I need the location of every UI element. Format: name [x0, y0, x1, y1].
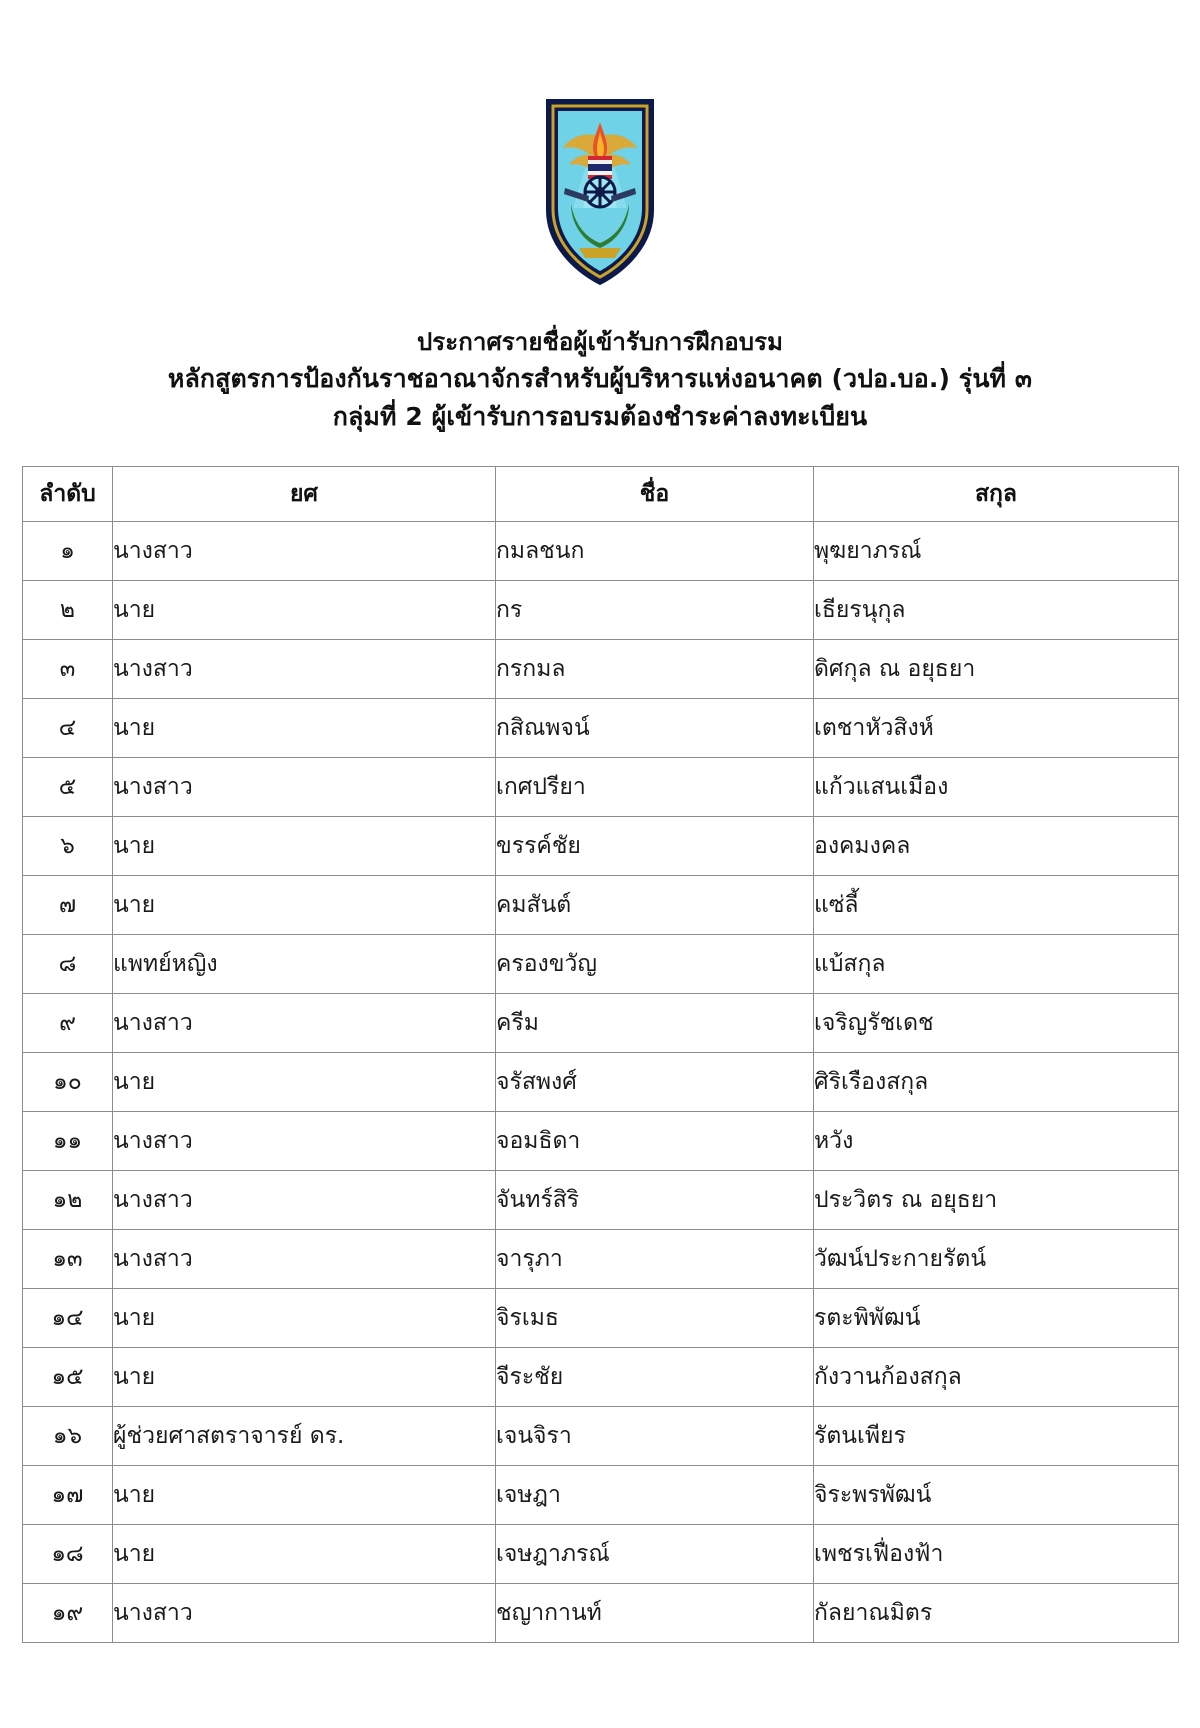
cell-no: ๑๕ — [23, 1348, 113, 1407]
cell-first: กสิณพจน์ — [496, 699, 814, 758]
cell-rank: นาย — [113, 817, 496, 876]
cell-first: ครีม — [496, 994, 814, 1053]
cell-last: กังวานก้องสกุล — [814, 1348, 1179, 1407]
cell-no: ๑๖ — [23, 1407, 113, 1466]
cell-first: กมลชนก — [496, 522, 814, 581]
column-header-first: ชื่อ — [496, 467, 814, 522]
cell-no: ๑๗ — [23, 1466, 113, 1525]
cell-rank: นางสาว — [113, 640, 496, 699]
cell-first: จันทร์สิริ — [496, 1171, 814, 1230]
table-row — [23, 1525, 1179, 1584]
cell-last: หวัง — [814, 1112, 1179, 1171]
cell-no: ๑ — [23, 522, 113, 581]
cell-last: แซ่ลี้ — [814, 876, 1179, 935]
cell-no: ๑๒ — [23, 1171, 113, 1230]
cell-last: องคมงคล — [814, 817, 1179, 876]
cell-no: ๖ — [23, 817, 113, 876]
cell-last: แก้วแสนเมือง — [814, 758, 1179, 817]
cell-last: ดิศกุล ณ อยุธยา — [814, 640, 1179, 699]
table-row — [23, 522, 1179, 581]
cell-last: รัตนเพียร — [814, 1407, 1179, 1466]
cell-rank: นาย — [113, 1053, 496, 1112]
cell-last: รตะพิพัฒน์ — [814, 1289, 1179, 1348]
cell-first: ชญากานท์ — [496, 1584, 814, 1643]
cell-no: ๔ — [23, 699, 113, 758]
title-line-2: หลักสูตรการป้องกันราชอาณาจักรสำหรับผู้บริหารแห่งอนาคต (วปอ.บอ.) รุ่นที่ ๓ — [167, 364, 1033, 394]
cell-last: เตชาหัวสิงห์ — [814, 699, 1179, 758]
cell-no: ๑๔ — [23, 1289, 113, 1348]
table-row — [23, 1289, 1179, 1348]
cell-no: ๓ — [23, 640, 113, 699]
table-row — [23, 581, 1179, 640]
table-row — [23, 817, 1179, 876]
title-line-3: กลุ่มที่ 2 ผู้เข้ารับการอบรมต้องชำระค่าลงทะเบียน — [332, 402, 868, 432]
cell-rank: นางสาว — [113, 522, 496, 581]
cell-rank: นาย — [113, 699, 496, 758]
table-row — [23, 1348, 1179, 1407]
cell-no: ๑๙ — [23, 1584, 113, 1643]
cell-first: จอมธิดา — [496, 1112, 814, 1171]
cell-no: ๑๑ — [23, 1112, 113, 1171]
cell-first: ขรรค์ชัย — [496, 817, 814, 876]
cell-rank: นางสาว — [113, 1584, 496, 1643]
cell-no: ๕ — [23, 758, 113, 817]
cell-no: ๒ — [23, 581, 113, 640]
cell-no: ๗ — [23, 876, 113, 935]
cell-first: กรกมล — [496, 640, 814, 699]
cell-rank: นาย — [113, 1348, 496, 1407]
cell-no: ๑๘ — [23, 1525, 113, 1584]
cell-first: กร — [496, 581, 814, 640]
cell-last: ประวิตร ณ อยุธยา — [814, 1171, 1179, 1230]
emblem-container — [0, 0, 1200, 292]
cell-no: ๑๓ — [23, 1230, 113, 1289]
cell-last: กัลยาณมิตร — [814, 1584, 1179, 1643]
page-title — [0, 324, 1200, 436]
cell-first: จารุภา — [496, 1230, 814, 1289]
table-header — [23, 467, 1179, 522]
cell-last: แบ้สกุล — [814, 935, 1179, 994]
cell-last: เพชรเฟื่องฟ้า — [814, 1525, 1179, 1584]
cell-rank: นาย — [113, 1466, 496, 1525]
cell-no: ๘ — [23, 935, 113, 994]
cell-first: เจษฎาภรณ์ — [496, 1525, 814, 1584]
cell-first: เกศปรียา — [496, 758, 814, 817]
table-body — [23, 522, 1179, 1643]
national-defence-college-emblem-icon — [541, 92, 659, 292]
roster-table-container — [22, 466, 1178, 1643]
cell-last: เธียรนุกุล — [814, 581, 1179, 640]
cell-last: ศิริเรืองสกุล — [814, 1053, 1179, 1112]
cell-rank: นางสาว — [113, 758, 496, 817]
cell-last: วัฒน์ประกายรัตน์ — [814, 1230, 1179, 1289]
column-header-rank: ยศ — [113, 467, 496, 522]
cell-rank: นางสาว — [113, 1230, 496, 1289]
table-header-row — [23, 467, 1179, 522]
cell-first: ครองขวัญ — [496, 935, 814, 994]
cell-rank: นางสาว — [113, 1112, 496, 1171]
column-header-no: ลำดับ — [23, 467, 113, 522]
cell-first: จรัสพงศ์ — [496, 1053, 814, 1112]
cell-rank: นาย — [113, 1289, 496, 1348]
cell-rank: นางสาว — [113, 1171, 496, 1230]
table-row — [23, 1230, 1179, 1289]
table-row — [23, 935, 1179, 994]
table-row — [23, 994, 1179, 1053]
table-row — [23, 1466, 1179, 1525]
cell-rank: นาย — [113, 876, 496, 935]
cell-last: พุฆยาภรณ์ — [814, 522, 1179, 581]
cell-no: ๑๐ — [23, 1053, 113, 1112]
table-row — [23, 876, 1179, 935]
title-line-1: ประกาศรายชื่อผู้เข้ารับการฝึกอบรม — [416, 328, 784, 356]
roster-table — [22, 466, 1179, 1643]
cell-rank: นาย — [113, 581, 496, 640]
cell-first: คมสันต์ — [496, 876, 814, 935]
table-row — [23, 1407, 1179, 1466]
table-row — [23, 1053, 1179, 1112]
table-row — [23, 758, 1179, 817]
cell-rank: ผู้ช่วยศาสตราจารย์ ดร. — [113, 1407, 496, 1466]
table-row — [23, 1171, 1179, 1230]
column-header-last: สกุล — [814, 467, 1179, 522]
table-row — [23, 1112, 1179, 1171]
cell-last: จิระพรพัฒน์ — [814, 1466, 1179, 1525]
cell-first: เจษฎา — [496, 1466, 814, 1525]
cell-first: จีระชัย — [496, 1348, 814, 1407]
cell-last: เจริญรัชเดช — [814, 994, 1179, 1053]
cell-first: จิรเมธ — [496, 1289, 814, 1348]
table-row — [23, 1584, 1179, 1643]
cell-rank: แพทย์หญิง — [113, 935, 496, 994]
cell-first: เจนจิรา — [496, 1407, 814, 1466]
table-row — [23, 640, 1179, 699]
cell-no: ๙ — [23, 994, 113, 1053]
table-row — [23, 699, 1179, 758]
cell-rank: นาย — [113, 1525, 496, 1584]
cell-rank: นางสาว — [113, 994, 496, 1053]
